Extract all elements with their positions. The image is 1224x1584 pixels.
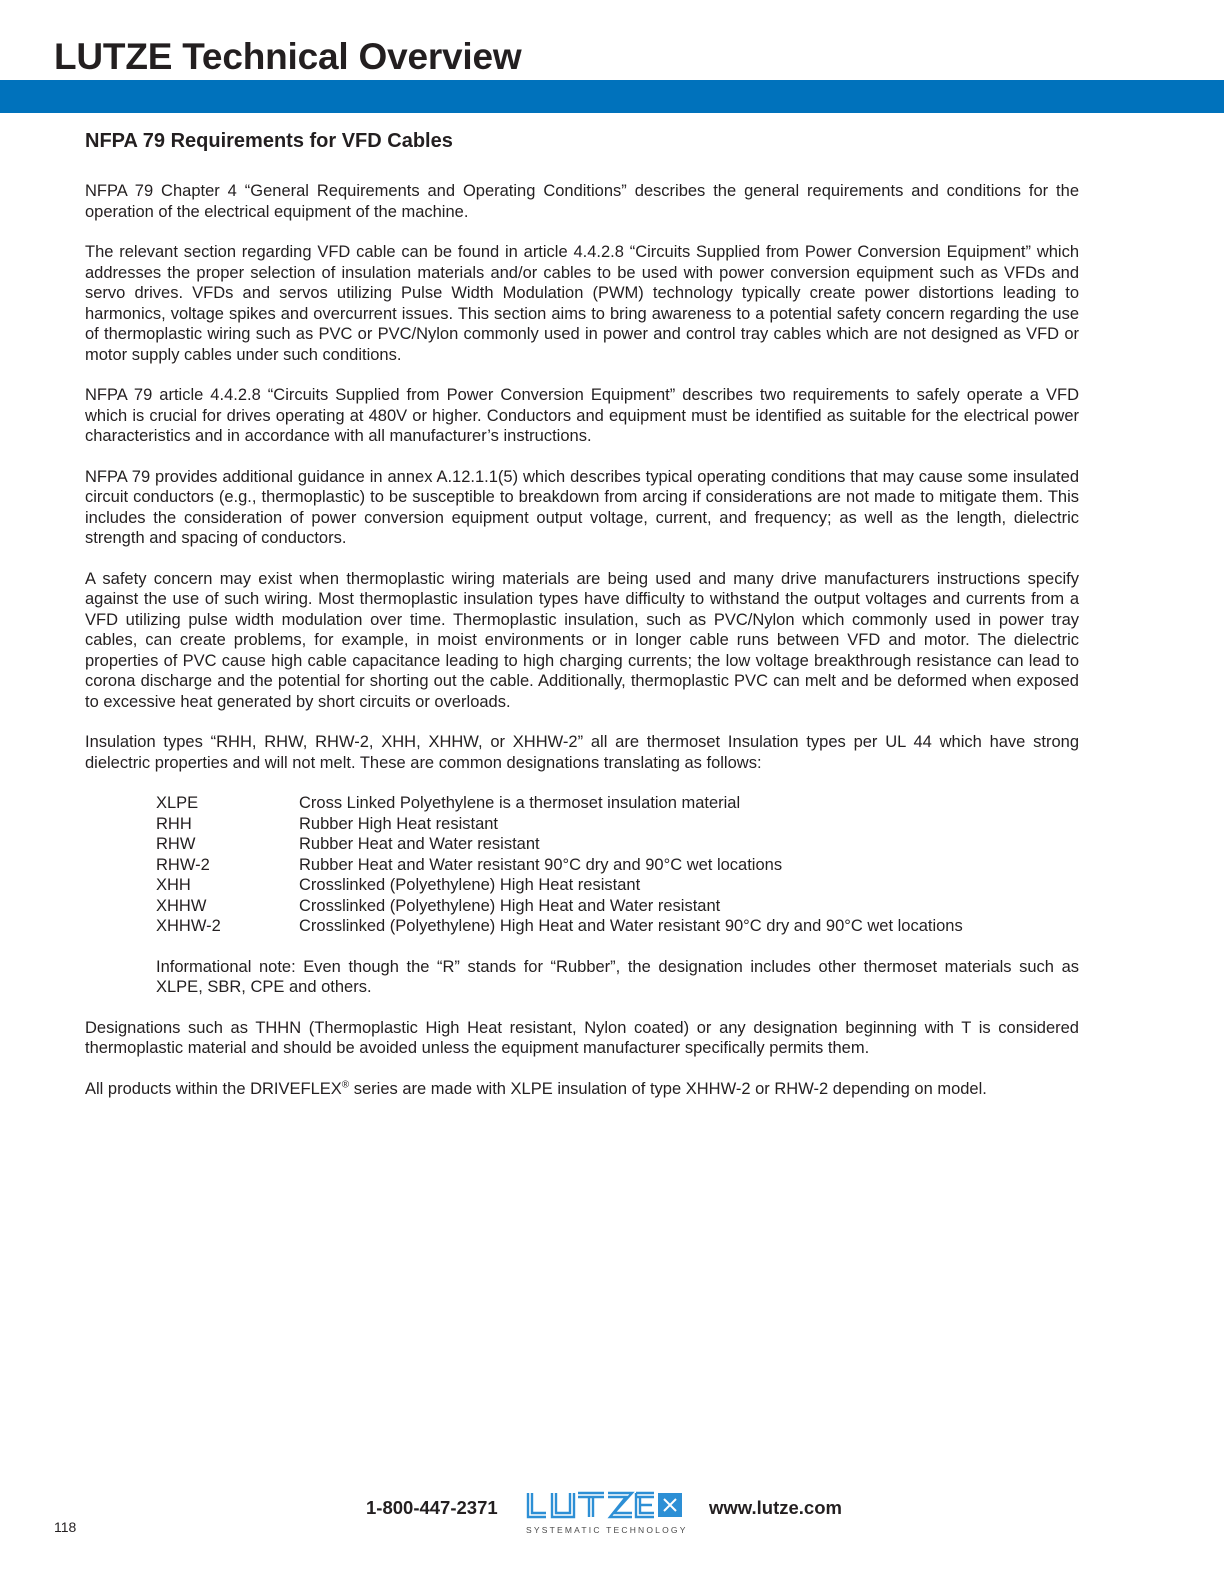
designation-term: XHHW-2 [156,917,221,935]
designation-desc: Rubber Heat and Water resistant [299,835,540,853]
designation-desc: Crosslinked (Polyethylene) High Heat and Water resistant [299,896,721,915]
page-header-title: LUTZE Technical Overview [54,36,522,77]
designation-term: XHH [156,876,191,894]
paragraph: NFPA 79 article 4.4.2.8 “Circuits Supplied from Power Conversion Equipment” describes two requirements to safely operate a VFD which is crucial for drives operating at 480V or higher. Conductors and equipment must be identified as suitable for the electrical power characteristics and in accordance with all manufacturer’s instructions. [85,386,1079,445]
designation-row [156,916,1079,937]
final-paragraph [85,1079,1079,1100]
designation-desc: Rubber Heat and Water resistant 90°C dry and 90°C wet locations [299,855,783,874]
designation-term: XHHW [156,896,207,915]
informational-note: Informational note: Even though the “R” stands for “Rubber”, the designation includes other thermoset materials such as XLPE, SBR, CPE and others. [156,957,1079,996]
designation-row [156,875,1079,896]
designation-term: XLPE [156,794,199,812]
designation-row [156,793,1079,814]
designation-term: RHH [156,814,192,833]
page-number: 118 [54,1519,77,1535]
logo-tagline: SYSTEMATIC TECHNOLOGY [526,1525,688,1535]
designation-desc: Crosslinked (Polyethylene) High Heat resistant [299,876,641,894]
designation-list [156,793,1079,937]
designation-desc: Cross Linked Polyethylene is a thermoset insulation material [299,794,741,812]
lutze-logo [524,1489,688,1537]
designation-row [156,855,1079,876]
paragraph: NFPA 79 provides additional guidance in annex A.12.1.1(5) which describes typical operating conditions that may cause some insulated circuit conductors (e.g., thermoplastic) to be susceptible to breakdown from arcing if considerations are not made to mitigate them. This includes the consideration of power conversion equipment output voltage, current, and frequency; as well as the length, dielectric strength and spacing of conductors. [85,467,1079,547]
paragraph: A safety concern may exist when thermoplastic wiring materials are being used and many drive manufacturers instructions specify against the use of such wiring. Most thermoplastic insulation types have difficulty to withstand the output voltages and currents from a VFD utilizing pulse width modulation over time. Thermoplastic insulation, such as PVC/Nylon which commonly used in power tray cables, can create problems, for example, in moist environments or in longer cable runs between VFD and motor. The dielectric properties of PVC cause high cable capacitance leading to high charging currents; the low voltage breakthrough resistance can lead to corona discharge and the potential for shorting out the cable. Additionally, thermoplastic PVC can melt and be deformed when exposed to excessive heat generated by short circuits or overloads. [85,569,1079,711]
section-title: NFPA 79 Requirements for VFD Cables [85,130,453,152]
footer-website[interactable]: www.lutze.com [709,1497,842,1518]
designation-desc: Rubber High Heat resistant [299,814,499,833]
paragraph: The relevant section regarding VFD cable can be found in article 4.4.2.8 “Circuits Supplied from Power Conversion Equipment” which addresses the proper selection of insulation materials and/or cables to be used with power conversion equipment such as VFDs and servo drives. VFDs and servos utilizing Pulse Width Modulation (PWM) technology typically create power distortions leading to harmonics, voltage spikes and overcurrent issues. This section aims to bring awareness to a potential safety concern regarding the use of thermoplastic wiring such as PVC or PVC/Nylon commonly used in power and control tray cables which are not designed as VFD or motor supply cables under such conditions. [85,243,1079,364]
footer-phone: 1-800-447-2371 [366,1497,498,1518]
paragraph: Designations such as THHN (Thermoplastic High Heat resistant, Nylon coated) or any designation beginning with T is considered thermoplastic material and should be avoided unless the equipment manufacturer specifically permits them. [85,1018,1079,1057]
designation-term: RHW [156,835,196,853]
designation-row [156,896,1079,917]
paragraph: Insulation types “RHH, RHW, RHW-2, XHH, XHHW, or XHHW-2” all are thermoset Insulation types per UL 44 which have strong dielectric properties and will not melt. These are common designations translating as follows: [85,733,1079,772]
main-content [85,130,1079,1119]
designation-desc: Crosslinked (Polyethylene) High Heat and Water resistant 90°C dry and 90°C wet locations [299,917,963,935]
designation-term: RHW-2 [156,855,210,874]
paragraph: NFPA 79 Chapter 4 “General Requirements and Operating Conditions” describes the general requirements and conditions for the operation of the electrical equipment of the machine. [85,182,1079,221]
designation-row [156,834,1079,855]
registered-mark: ® [341,1079,350,1090]
final-text-end: series are made with XLPE insulation of type XHHW-2 or RHW-2 depending on model. [349,1079,987,1098]
final-text: All products within the DRIVEFLEX [85,1079,342,1098]
designation-row [156,814,1079,835]
header-band [0,80,1224,113]
